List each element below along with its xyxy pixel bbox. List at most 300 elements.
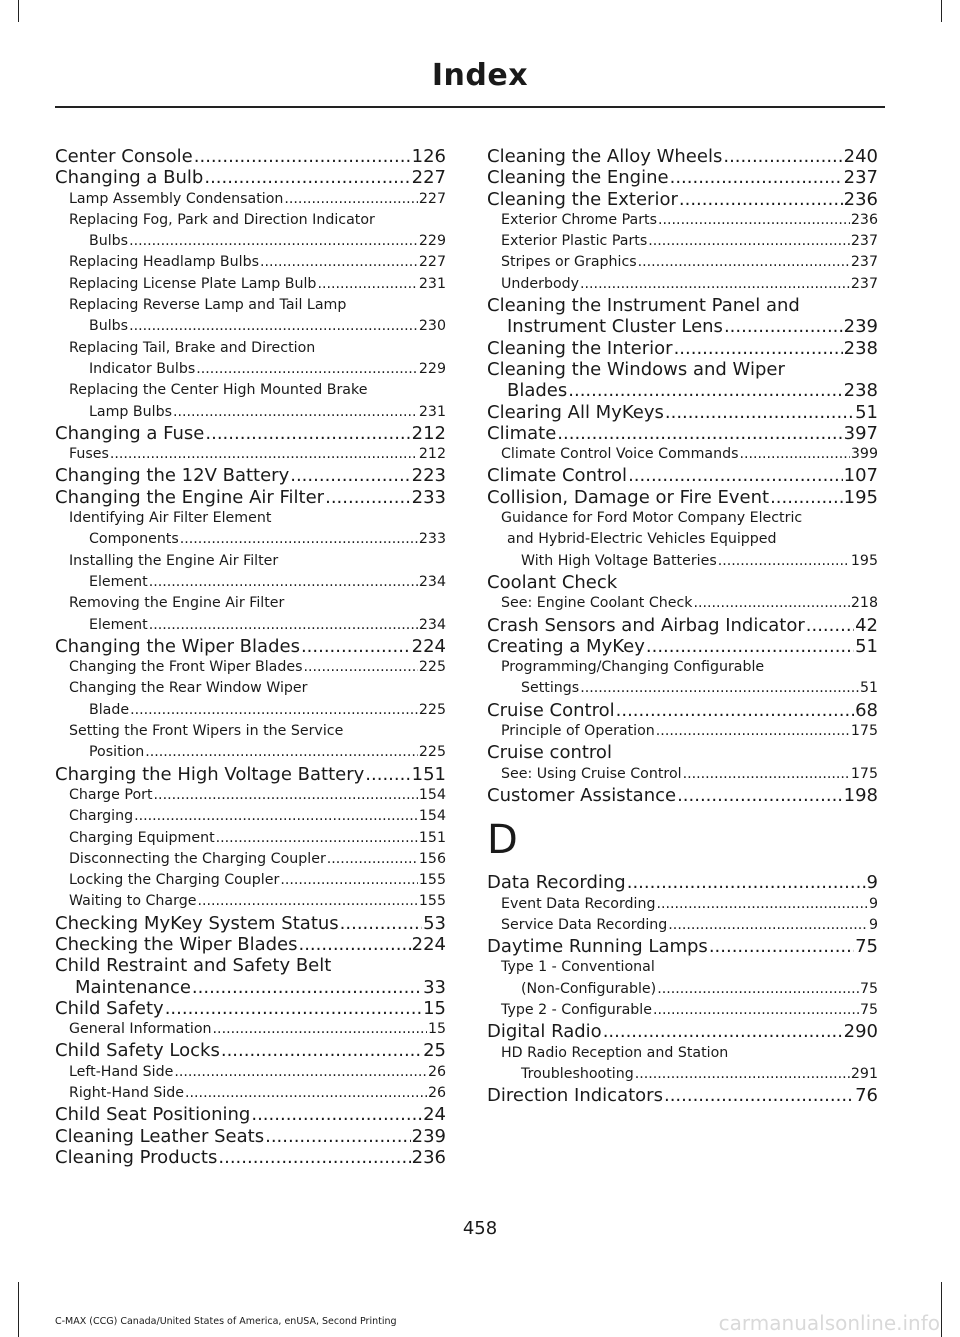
entry-page-number: 212 <box>418 446 446 463</box>
dot-leader <box>658 210 850 231</box>
dot-leader <box>724 316 843 337</box>
entry-page-number: 224 <box>411 933 446 955</box>
entry-label: Bulbs <box>89 318 129 335</box>
dot-leader <box>327 849 418 870</box>
entry-label: Principle of Operation <box>501 723 655 740</box>
watermark: carmanualsonline.info <box>718 1311 940 1335</box>
entry-label: Checking the Wiper Blades <box>55 933 298 955</box>
entry-label: (Non-Configurable) <box>521 980 657 997</box>
index-entry[interactable] <box>487 1021 878 1042</box>
dot-leader <box>665 402 854 423</box>
entry-page-number: 9 <box>866 872 878 894</box>
dot-leader <box>284 189 418 210</box>
index-subentry[interactable] <box>55 295 446 338</box>
entry-text-line: Type 1 - Conventional <box>501 959 655 976</box>
dot-leader <box>340 913 422 934</box>
entry-label: Troubleshooting <box>521 1065 634 1082</box>
crop-mark-bottom-left-v <box>18 1282 19 1337</box>
index-entry[interactable] <box>55 636 446 657</box>
index-entry[interactable] <box>487 700 878 721</box>
index-subentry[interactable] <box>55 338 446 381</box>
dot-leader <box>174 1062 427 1083</box>
dot-leader <box>145 742 418 763</box>
entry-label: Child Seat Positioning <box>55 1104 251 1126</box>
entry-page-number: 42 <box>855 614 878 636</box>
entry-label: Charging the High Voltage Battery <box>55 763 365 785</box>
dot-leader <box>683 764 850 785</box>
entry-label: Event Data Recording <box>501 895 656 912</box>
entry-label: Settings <box>521 680 580 697</box>
entry-text-line: Setting the Front Wipers in the Service <box>69 723 344 740</box>
index-subentry[interactable] <box>55 551 446 594</box>
entry-page-number: 229 <box>418 360 446 377</box>
index-subentry[interactable] <box>55 678 446 721</box>
index-subentry[interactable] <box>487 721 878 742</box>
entry-label: Element <box>89 573 148 590</box>
index-subentry[interactable] <box>487 444 878 465</box>
title-divider <box>55 106 885 108</box>
index-entry[interactable] <box>55 423 446 444</box>
entry-page-number: 25 <box>423 1040 446 1062</box>
entry-label: Checking MyKey System Status <box>55 912 339 934</box>
entry-label: Exterior Chrome Parts <box>501 211 658 228</box>
index-entry[interactable] <box>487 167 878 188</box>
index-entry[interactable] <box>55 1104 446 1125</box>
entry-label: Crash Sensors and Airbag Indicator <box>487 614 805 636</box>
entry-text-line: Child Restraint and Safety Belt <box>55 955 332 977</box>
index-subentry[interactable] <box>55 870 446 891</box>
dot-leader <box>670 167 843 188</box>
dot-leader <box>656 721 850 742</box>
entry-label: Disconnecting the Charging Coupler <box>69 850 326 867</box>
index-entry[interactable] <box>487 423 878 444</box>
entry-label: Cleaning Leather Seats <box>55 1125 265 1147</box>
index-subentry[interactable] <box>55 785 446 806</box>
dot-leader <box>694 593 850 614</box>
index-entry[interactable] <box>487 402 878 423</box>
dot-leader <box>628 465 843 486</box>
dot-leader <box>668 915 868 936</box>
index-subentry[interactable] <box>487 252 878 273</box>
dot-leader <box>290 465 410 486</box>
index-subentry[interactable] <box>55 657 446 678</box>
entry-page-number: 156 <box>418 850 446 867</box>
entry-text-line: Removing the Engine Air Filter <box>69 595 285 612</box>
entry-label: Cleaning the Exterior <box>487 188 678 210</box>
entry-label: Left-Hand Side <box>69 1063 174 1080</box>
index-subentry[interactable] <box>55 508 446 551</box>
entry-page-number: 198 <box>843 784 878 806</box>
entry-page-number: 26 <box>427 1085 446 1102</box>
entry-page-number: 227 <box>418 190 446 207</box>
entry-label: General Information <box>69 1021 212 1038</box>
entry-label: Underbody <box>501 275 580 292</box>
entry-page-number: 155 <box>418 893 446 910</box>
index-entry[interactable] <box>487 487 878 508</box>
entry-page-number: 237 <box>843 167 878 189</box>
index-subentry[interactable] <box>487 915 878 936</box>
dot-leader <box>580 274 850 295</box>
entry-page-number: 237 <box>850 275 878 292</box>
entry-label: Changing the Front Wiper Blades <box>69 659 303 676</box>
index-subentry[interactable] <box>487 593 878 614</box>
dot-leader <box>709 936 854 957</box>
dot-leader <box>317 274 417 295</box>
dot-leader <box>134 806 418 827</box>
entry-page-number: 155 <box>418 872 446 889</box>
entry-page-number: 195 <box>843 486 878 508</box>
entry-page-number: 229 <box>418 233 446 250</box>
entry-label: Stripes or Graphics <box>501 254 637 271</box>
entry-label: Customer Assistance <box>487 784 677 806</box>
entry-label: Changing a Fuse <box>55 422 205 444</box>
entry-page-number: 75 <box>859 980 878 997</box>
entry-page-number: 230 <box>418 318 446 335</box>
dot-leader <box>568 380 842 401</box>
entry-page-number: 227 <box>418 254 446 271</box>
index-entry[interactable] <box>55 1040 446 1061</box>
entry-label: Climate <box>487 422 557 444</box>
dot-leader <box>806 615 854 636</box>
index-entry[interactable] <box>55 167 446 188</box>
entry-page-number: 236 <box>411 1146 446 1168</box>
dot-leader <box>664 1085 854 1106</box>
index-entry[interactable] <box>55 913 446 934</box>
entry-label: Replacing Headlamp Bulbs <box>69 254 259 271</box>
dot-leader <box>280 870 418 891</box>
dot-leader <box>129 231 418 252</box>
dot-leader <box>173 402 418 423</box>
entry-page-number: 154 <box>418 786 446 803</box>
dot-leader <box>260 252 418 273</box>
entry-text-line: Cleaning the Instrument Panel and <box>487 295 800 317</box>
entry-label: Cruise Control <box>487 699 615 721</box>
entry-label: Cleaning the Alloy Wheels <box>487 146 723 167</box>
entry-text-line: HD Radio Reception and Station <box>501 1044 729 1061</box>
dot-leader <box>265 1126 411 1147</box>
index-subentry[interactable] <box>487 957 878 1000</box>
entry-label: Maintenance <box>75 976 191 998</box>
index-entry[interactable] <box>55 487 446 508</box>
crop-mark-top-left-v <box>18 0 19 22</box>
index-entry[interactable] <box>55 764 446 785</box>
entry-label: Exterior Plastic Parts <box>501 233 648 250</box>
entry-page-number: 234 <box>418 616 446 633</box>
publication-footer: C-MAX (CCG) Canada/United States of America, enUSA, Second Printing <box>55 1316 397 1327</box>
index-subentry[interactable] <box>55 828 446 849</box>
index-subentry[interactable] <box>487 894 878 915</box>
entry-label: Climate Control <box>487 465 628 487</box>
entry-page-number: 33 <box>423 976 446 998</box>
entry-page-number: 151 <box>418 829 446 846</box>
entry-page-number: 239 <box>843 316 878 338</box>
entry-page-number: 231 <box>418 275 446 292</box>
entry-label: Fuses <box>69 446 109 463</box>
dot-leader <box>770 487 843 508</box>
index-subentry[interactable] <box>487 210 878 231</box>
dot-leader <box>646 636 854 657</box>
entry-label: Climate Control Voice Commands <box>501 446 739 463</box>
entry-label: Center Console <box>55 146 193 167</box>
entry-text-line: Changing the Rear Window Wiper <box>69 680 308 697</box>
entry-page-number: 236 <box>843 188 878 210</box>
index-entry[interactable] <box>487 465 878 486</box>
entry-label: Collision, Damage or Fire Event <box>487 486 770 508</box>
entry-page-number: 236 <box>850 211 878 228</box>
dot-leader <box>149 572 418 593</box>
entry-label: Position <box>89 744 145 761</box>
entry-page-number: 290 <box>843 1021 878 1043</box>
entry-label: Instrument Cluster Lens <box>507 316 723 338</box>
index-section-letter: D <box>487 817 518 864</box>
entry-label: Child Safety Locks <box>55 1040 220 1062</box>
index-heading: Cruise control <box>487 742 612 764</box>
index-subentry[interactable] <box>55 593 446 636</box>
index-entry[interactable] <box>55 998 446 1019</box>
entry-page-number: 234 <box>418 573 446 590</box>
entry-text-line: Replacing Fog, Park and Direction Indicator <box>69 211 375 228</box>
dot-leader <box>365 764 410 785</box>
dot-leader <box>216 828 418 849</box>
entry-text-line: Replacing Tail, Brake and Direction <box>69 339 316 356</box>
dot-leader <box>251 1104 422 1125</box>
dot-leader <box>196 359 418 380</box>
index-entry[interactable] <box>487 146 878 167</box>
dot-leader <box>130 700 418 721</box>
entry-page-number: 240 <box>843 146 878 167</box>
entry-page-number: 126 <box>411 146 446 167</box>
entry-text-line: Guidance for Ford Motor Company Electric <box>501 510 803 527</box>
entry-page-number: 9 <box>868 916 878 933</box>
entry-label: Lamp Bulbs <box>89 403 172 420</box>
dot-leader <box>194 146 411 167</box>
dot-leader <box>154 785 418 806</box>
index-subentry[interactable] <box>55 189 446 210</box>
dot-leader <box>674 338 843 359</box>
index-subentry[interactable] <box>55 274 446 295</box>
entry-page-number: 151 <box>411 763 446 785</box>
dot-leader <box>638 252 850 273</box>
page-title: Index <box>431 58 529 93</box>
dot-leader <box>635 1064 850 1085</box>
entry-label: Clearing All MyKeys <box>487 401 664 423</box>
entry-page-number: 227 <box>411 167 446 189</box>
entry-label: Changing a Bulb <box>55 167 204 189</box>
entry-page-number: 218 <box>850 595 878 612</box>
dot-leader <box>298 934 410 955</box>
dot-leader <box>739 444 849 465</box>
entry-page-number: 399 <box>850 446 878 463</box>
index-subentry[interactable] <box>55 444 446 465</box>
dot-leader <box>301 636 411 657</box>
dot-leader <box>303 657 417 678</box>
dot-leader <box>325 487 411 508</box>
entry-page-number: 9 <box>868 895 878 912</box>
index-entry[interactable] <box>487 872 878 893</box>
entry-label: Bulbs <box>89 233 129 250</box>
entry-text-line: Replacing Reverse Lamp and Tail Lamp <box>69 297 347 314</box>
dot-leader <box>616 700 854 721</box>
dot-leader <box>129 316 418 337</box>
index-entry[interactable] <box>55 1147 446 1168</box>
index-heading: Coolant Check <box>487 571 618 593</box>
index-subentry[interactable] <box>55 849 446 870</box>
entry-page-number: 225 <box>418 659 446 676</box>
entry-page-number: 238 <box>843 337 878 359</box>
index-column-left <box>55 146 446 1168</box>
entry-page-number: 51 <box>859 680 878 697</box>
index-subentry[interactable] <box>55 210 446 253</box>
index-entry[interactable] <box>55 1126 446 1147</box>
entry-text-line: Cleaning the Windows and Wiper <box>487 358 785 380</box>
dot-leader <box>218 1147 410 1168</box>
index-subentry[interactable] <box>487 231 878 252</box>
entry-page-number: 51 <box>855 635 878 657</box>
entry-label: See: Engine Coolant Check <box>501 595 693 612</box>
index-subentry[interactable] <box>55 1083 446 1104</box>
entry-label: Daytime Running Lamps <box>487 936 708 958</box>
index-subentry[interactable] <box>55 891 446 912</box>
entry-label: Right-Hand Side <box>69 1085 185 1102</box>
entry-text-line: Installing the Engine Air Filter <box>69 552 279 569</box>
entry-page-number: 212 <box>411 422 446 444</box>
entry-page-number: 26 <box>427 1063 446 1080</box>
index-subentry[interactable] <box>487 508 878 572</box>
entry-page-number: 225 <box>418 701 446 718</box>
entry-text-line: Identifying Air Filter Element <box>69 510 272 527</box>
index-subentry[interactable] <box>487 1000 878 1021</box>
page-number: 458 <box>462 1218 498 1239</box>
entry-label: Blades <box>507 380 568 402</box>
entry-label: Charging <box>69 808 134 825</box>
index-entry[interactable] <box>487 359 878 402</box>
entry-page-number: 237 <box>850 254 878 271</box>
index-entry[interactable] <box>55 955 446 998</box>
entry-label: Element <box>89 616 148 633</box>
index-subentry[interactable] <box>55 380 446 423</box>
entry-page-number: 15 <box>423 997 446 1019</box>
index-entry[interactable] <box>487 295 878 338</box>
entry-page-number: 51 <box>855 401 878 423</box>
entry-label: Components <box>89 531 179 548</box>
entry-label: Charging Equipment <box>69 829 215 846</box>
entry-label: Indicator Bulbs <box>89 360 196 377</box>
entry-page-number: 154 <box>418 808 446 825</box>
index-entry[interactable] <box>487 338 878 359</box>
index-subentry[interactable] <box>55 1019 446 1040</box>
index-subentry[interactable] <box>55 252 446 273</box>
entry-label: Locking the Charging Coupler <box>69 872 280 889</box>
crop-mark-bottom-right-v <box>941 1282 942 1337</box>
entry-page-number: 15 <box>427 1021 446 1038</box>
dot-leader <box>603 1021 843 1042</box>
dot-leader <box>149 615 418 636</box>
index-entry[interactable] <box>55 934 446 955</box>
dot-leader <box>627 872 866 893</box>
entry-label: Changing the Engine Air Filter <box>55 486 325 508</box>
dot-leader <box>213 1019 427 1040</box>
index-entry[interactable] <box>487 785 878 806</box>
entry-page-number: 239 <box>411 1125 446 1147</box>
index-entry[interactable] <box>487 636 878 657</box>
entry-label: Cleaning the Engine <box>487 167 669 189</box>
index-entry[interactable] <box>487 1085 878 1106</box>
entry-page-number: 175 <box>850 723 878 740</box>
dot-leader <box>192 977 422 998</box>
dot-leader <box>221 1040 422 1061</box>
entry-label: Replacing License Plate Lamp Bulb <box>69 275 317 292</box>
dot-leader <box>679 189 843 210</box>
entry-label: Waiting to Charge <box>69 893 197 910</box>
entry-page-number: 75 <box>855 936 878 958</box>
index-subentry[interactable] <box>487 764 878 785</box>
entry-label: Digital Radio <box>487 1021 602 1043</box>
entry-page-number: 397 <box>843 422 878 444</box>
entry-label: Cleaning Products <box>55 1146 218 1168</box>
index-subentry[interactable] <box>487 657 878 700</box>
entry-label: Changing the 12V Battery <box>55 465 290 487</box>
entry-label: Changing the Wiper Blades <box>55 635 300 657</box>
index-subentry[interactable] <box>487 274 878 295</box>
entry-page-number: 175 <box>850 765 878 782</box>
crop-mark-top-right-v <box>941 0 942 22</box>
dot-leader <box>197 891 417 912</box>
entry-page-number: 76 <box>855 1085 878 1107</box>
dot-leader <box>185 1083 427 1104</box>
entry-page-number: 231 <box>418 403 446 420</box>
dot-leader <box>648 231 850 252</box>
entry-page-number: 238 <box>843 380 878 402</box>
entry-text-line: and Hybrid-Electric Vehicles Equipped <box>507 531 777 548</box>
dot-leader <box>677 785 843 806</box>
entry-label: With High Voltage Batteries <box>521 552 717 569</box>
entry-label: Cleaning the Interior <box>487 337 673 359</box>
entry-page-number: 225 <box>418 744 446 761</box>
entry-label: Lamp Assembly Condensation <box>69 190 284 207</box>
index-subentry[interactable] <box>55 721 446 764</box>
dot-leader <box>723 146 842 167</box>
entry-text-line: Replacing the Center High Mounted Brake <box>69 382 368 399</box>
dot-leader <box>657 894 868 915</box>
entry-label: See: Using Cruise Control <box>501 765 682 782</box>
entry-label: Creating a MyKey <box>487 635 645 657</box>
entry-label: Blade <box>89 701 130 718</box>
index-entry[interactable] <box>487 615 878 636</box>
index-entry[interactable] <box>487 189 878 210</box>
entry-page-number: 107 <box>843 465 878 487</box>
index-entry[interactable] <box>487 936 878 957</box>
entry-label: Charge Port <box>69 786 153 803</box>
dot-leader <box>204 167 410 188</box>
entry-page-number: 75 <box>859 1001 878 1018</box>
entry-label: Direction Indicators <box>487 1085 663 1107</box>
dot-leader <box>657 979 859 1000</box>
index-entry[interactable] <box>55 465 446 486</box>
entry-label: Service Data Recording <box>501 916 668 933</box>
dot-leader <box>580 678 859 699</box>
entry-label: Type 2 - Configurable <box>501 1001 652 1018</box>
entry-page-number: 223 <box>411 465 446 487</box>
entry-page-number: 233 <box>418 531 446 548</box>
index-entry[interactable] <box>55 146 446 167</box>
entry-page-number: 237 <box>850 233 878 250</box>
dot-leader <box>180 529 418 550</box>
index-subentry[interactable] <box>487 1043 878 1086</box>
dot-leader <box>205 423 410 444</box>
index-subentry[interactable] <box>55 1062 446 1083</box>
entry-page-number: 195 <box>850 552 878 569</box>
index-subentry[interactable] <box>55 806 446 827</box>
